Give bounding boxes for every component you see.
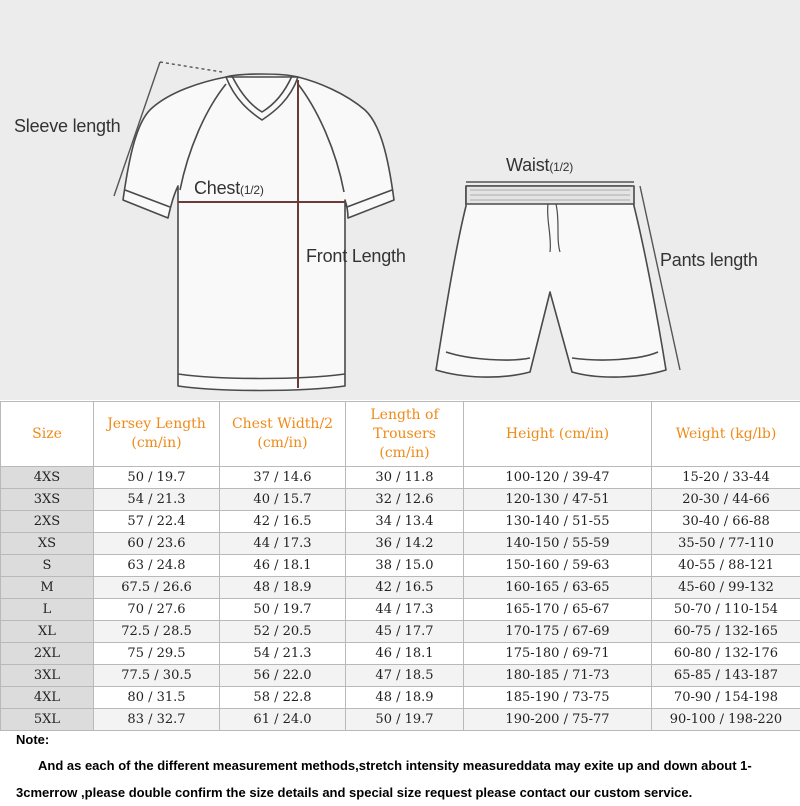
table-row [1,687,800,709]
table-cell: 48 / 18.9 [220,577,346,599]
column-header: Length of Trousers (cm/in) [346,402,464,467]
note-text: And as each of the different measurement methods,stretch intensity measureddata may exite up and down about 1-3cmerrow ,please double confirm the size details and special size request please contact our custom service. [16,752,796,806]
table-cell: 44 / 17.3 [220,533,346,555]
waist-label-suffix: (1/2) [549,160,573,174]
table-cell: 52 / 20.5 [220,621,346,643]
table-cell: 185-190 / 73-75 [464,687,652,709]
table-cell: 65-85 / 143-187 [652,665,800,687]
column-header: Jersey Length (cm/in) [94,402,220,467]
table-cell: 40 / 15.7 [220,489,346,511]
table-cell: 45 / 17.7 [346,621,464,643]
table-cell: 45-60 / 99-132 [652,577,800,599]
column-header: Weight (kg/lb) [652,402,800,467]
table-cell: 175-180 / 69-71 [464,643,652,665]
size-cell: S [1,555,94,577]
table-cell: 80 / 31.5 [94,687,220,709]
table-row [1,709,800,731]
size-cell: 4XS [1,467,94,489]
pants-length-label: Pants length [660,250,758,271]
table-cell: 38 / 15.0 [346,555,464,577]
column-header: Size [1,402,94,467]
size-cell: 3XL [1,665,94,687]
table-cell: 63 / 24.8 [94,555,220,577]
table-cell: 180-185 / 71-73 [464,665,652,687]
note-title: Note: [16,732,49,747]
table-header-row [1,402,800,467]
column-header: Chest Width/2 (cm/in) [220,402,346,467]
table-cell: 90-100 / 198-220 [652,709,800,731]
front-length-label: Front Length [306,246,406,267]
size-cell: 5XL [1,709,94,731]
table-cell: 44 / 17.3 [346,599,464,621]
table-cell: 170-175 / 67-69 [464,621,652,643]
table-cell: 60 / 23.6 [94,533,220,555]
table-cell: 35-50 / 77-110 [652,533,800,555]
table-cell: 120-130 / 47-51 [464,489,652,511]
table-cell: 40-55 / 88-121 [652,555,800,577]
table-row [1,533,800,555]
table-row [1,489,800,511]
size-cell: 2XL [1,643,94,665]
table-row [1,643,800,665]
table-cell: 60-80 / 132-176 [652,643,800,665]
table-row [1,599,800,621]
table-row [1,577,800,599]
sleeve-length-label: Sleeve length [14,116,120,137]
table-cell: 75 / 29.5 [94,643,220,665]
table-cell: 54 / 21.3 [94,489,220,511]
table-cell: 15-20 / 33-44 [652,467,800,489]
table-cell: 36 / 14.2 [346,533,464,555]
garment-illustration [0,0,800,400]
table-row [1,467,800,489]
chest-label [194,178,264,199]
table-cell: 50 / 19.7 [220,599,346,621]
table-row [1,665,800,687]
table-cell: 61 / 24.0 [220,709,346,731]
size-cell: 3XS [1,489,94,511]
size-cell: 4XL [1,687,94,709]
size-cell: XL [1,621,94,643]
size-chart-table [0,401,800,731]
table-cell: 32 / 12.6 [346,489,464,511]
table-cell: 50 / 19.7 [94,467,220,489]
table-cell: 130-140 / 51-55 [464,511,652,533]
table-cell: 60-75 / 132-165 [652,621,800,643]
table-cell: 57 / 22.4 [94,511,220,533]
size-cell: L [1,599,94,621]
table-cell: 58 / 22.8 [220,687,346,709]
table-cell: 190-200 / 75-77 [464,709,652,731]
table-cell: 56 / 22.0 [220,665,346,687]
table-cell: 50-70 / 110-154 [652,599,800,621]
table-cell: 37 / 14.6 [220,467,346,489]
chest-label-suffix: (1/2) [240,183,264,197]
table-cell: 48 / 18.9 [346,687,464,709]
table-row [1,511,800,533]
column-header: Height (cm/in) [464,402,652,467]
table-cell: 67.5 / 26.6 [94,577,220,599]
table-cell: 150-160 / 59-63 [464,555,652,577]
table-cell: 140-150 / 55-59 [464,533,652,555]
table-cell: 83 / 32.7 [94,709,220,731]
table-cell: 42 / 16.5 [346,577,464,599]
table-cell: 77.5 / 30.5 [94,665,220,687]
table-body [1,467,800,731]
table-cell: 70-90 / 154-198 [652,687,800,709]
table-cell: 34 / 13.4 [346,511,464,533]
table-cell: 30-40 / 66-88 [652,511,800,533]
table-row [1,555,800,577]
chest-label-text: Chest [194,178,240,198]
table-cell: 70 / 27.6 [94,599,220,621]
table-cell: 160-165 / 63-65 [464,577,652,599]
waist-label [506,155,573,176]
table-cell: 165-170 / 65-67 [464,599,652,621]
size-diagram [0,0,800,400]
table-cell: 72.5 / 28.5 [94,621,220,643]
table-cell: 54 / 21.3 [220,643,346,665]
jersey-drawing [123,74,394,391]
size-cell: 2XS [1,511,94,533]
table-cell: 47 / 18.5 [346,665,464,687]
size-cell: XS [1,533,94,555]
table-cell: 46 / 18.1 [220,555,346,577]
table-cell: 100-120 / 39-47 [464,467,652,489]
table-cell: 46 / 18.1 [346,643,464,665]
waist-label-text: Waist [506,155,549,175]
table-cell: 50 / 19.7 [346,709,464,731]
size-cell: M [1,577,94,599]
shorts-drawing [436,186,666,377]
table-cell: 42 / 16.5 [220,511,346,533]
table-cell: 30 / 11.8 [346,467,464,489]
table-row [1,621,800,643]
table-cell: 20-30 / 44-66 [652,489,800,511]
